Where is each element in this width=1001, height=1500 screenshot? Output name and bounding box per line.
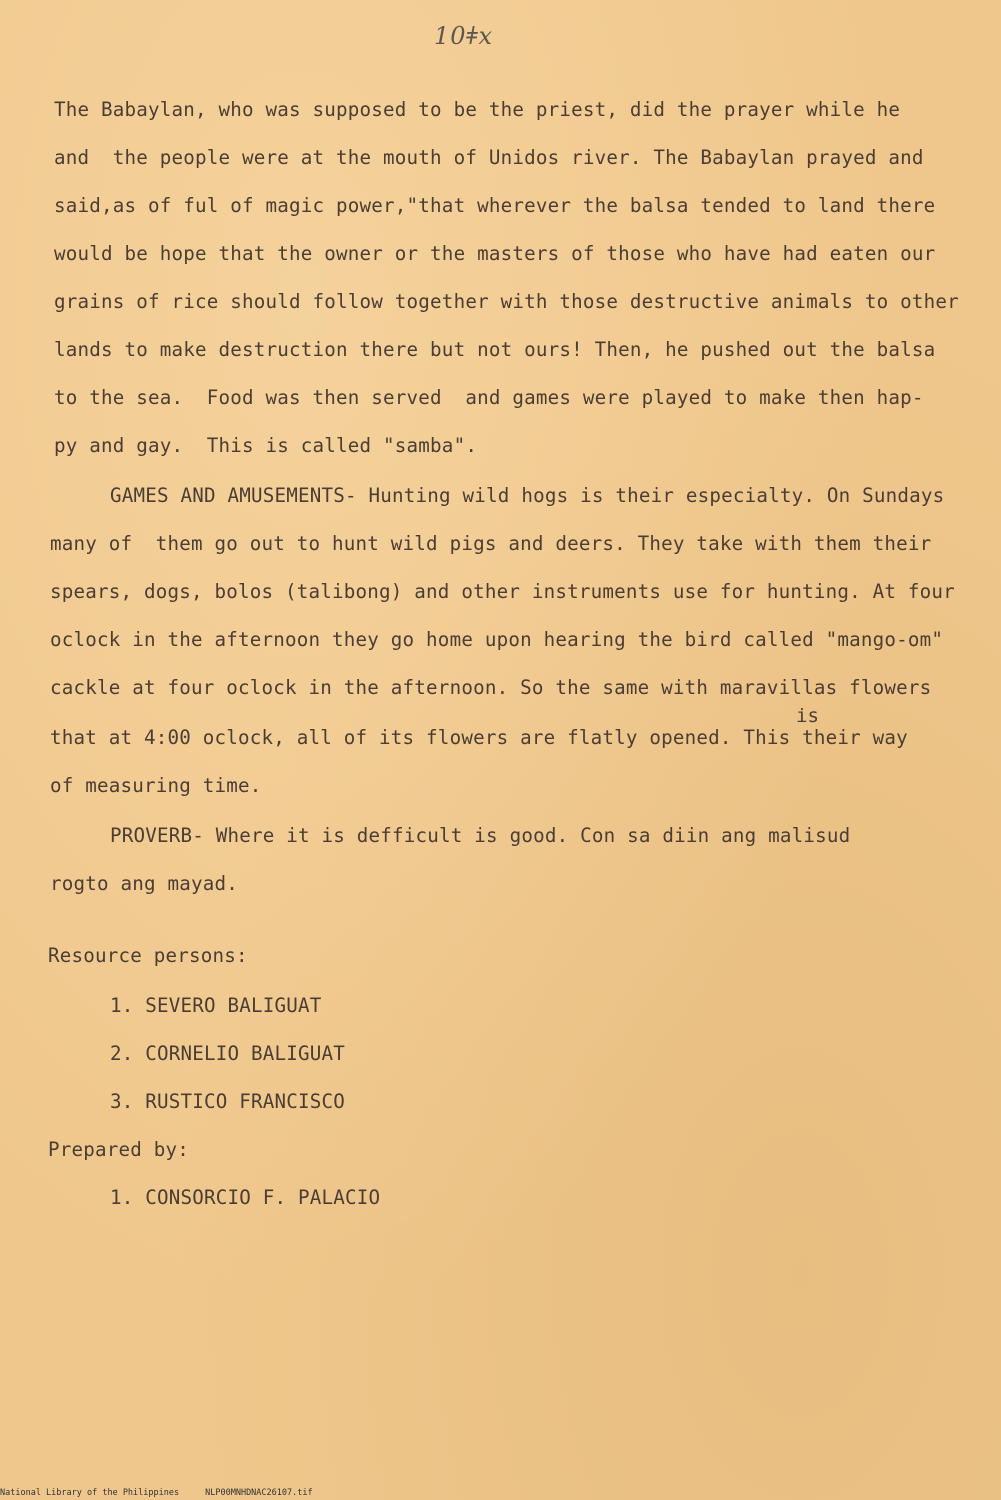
resource-person-item: 2. CORNELIO BALIGUAT [110,1042,346,1065]
prepared-by-heading: Prepared by: [48,1138,190,1161]
text-line: said,as of ful of magic power,"that wherever the balsa tended to land there [54,194,936,217]
text-line: py and gay. This is called "samba". [54,434,478,457]
typed-insertion: is [796,705,819,727]
text-line: grains of rice should follow together with those destructive animals to other [54,290,959,313]
text-line: many of them go out to hunt wild pigs and deers. They take with them their [50,532,932,555]
text-line: to the sea. Food was then served and games were played to make then hap- [54,386,924,409]
text-line: that at 4:00 oclock, all of its flowers are flatly opened. This their way [50,726,908,749]
text-line: lands to make destruction there but not ours! Then, he pushed out the balsa [54,338,936,361]
resource-person-item: 3. RUSTICO FRANCISCO [110,1090,346,1113]
text-line: spears, dogs, bolos (talibong) and other instruments use for hunting. At four [50,580,955,603]
footer-filename: NLP00MNHDNAC26107.tif [205,1488,313,1498]
text-line: cackle at four oclock in the afternoon. So the same with maravillas flowers [50,676,932,699]
resource-person-item: 1. SEVERO BALIGUAT [110,994,322,1017]
text-line: oclock in the afternoon they go home upon hearing the bird called "mango-om" [50,628,944,651]
footer-library: National Library of the Philippines [0,1488,180,1498]
prepared-by-item: 1. CONSORCIO F. PALACIO [110,1186,381,1209]
section-heading-line: GAMES AND AMUSEMENTS- Hunting wild hogs is their especialty. On Sundays [110,484,945,507]
handwritten-page-number: 10ǂx [434,22,494,50]
section-heading-line: PROVERB- Where it is defficult is good. Con sa diin ang malisud [110,824,851,847]
text-line: and the people were at the mouth of Unidos river. The Babaylan prayed and [54,146,924,169]
text-line: The Babaylan, who was supposed to be the priest, did the prayer while he [54,98,901,121]
text-line: rogto ang mayad. [50,872,239,895]
scan-footer [0,1488,339,1498]
resource-persons-heading: Resource persons: [48,944,248,967]
text-line: would be hope that the owner or the masters of those who have had eaten our [54,242,936,265]
text-line: of measuring time. [50,774,262,797]
